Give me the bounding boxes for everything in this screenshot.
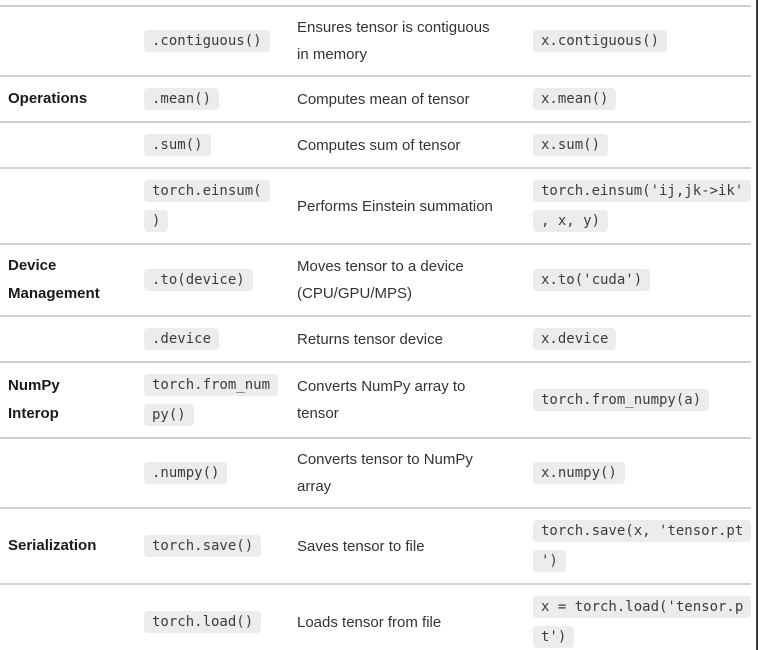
table-row	[0, 316, 751, 362]
description-cell: Loads tensor from file	[285, 584, 523, 650]
table-row	[0, 76, 751, 122]
example-code-chip: x.to('cuda')	[533, 269, 650, 291]
table-body	[0, 6, 751, 650]
table-row	[0, 244, 751, 316]
description-cell: Computes sum of tensor	[285, 122, 523, 168]
method-cell	[138, 244, 285, 316]
method-cell	[138, 508, 285, 584]
example-code-chip: torch.from_numpy(a)	[533, 389, 709, 411]
category-cell: Serialization	[0, 508, 138, 584]
example-cell	[523, 122, 751, 168]
method-cell	[138, 316, 285, 362]
category-cell: NumPy Interop	[0, 362, 138, 438]
description-cell: Converts tensor to NumPy array	[285, 438, 523, 508]
method-code-chip: .to(device)	[144, 269, 253, 291]
method-cell	[138, 168, 285, 244]
method-cell	[138, 438, 285, 508]
method-code-chip: .sum()	[144, 134, 211, 156]
example-cell	[523, 438, 751, 508]
description-cell: Computes mean of tensor	[285, 76, 523, 122]
table-row	[0, 122, 751, 168]
method-cell	[138, 6, 285, 76]
method-cell	[138, 362, 285, 438]
method-code-chip: torch.einsum()	[144, 180, 270, 232]
category-cell: Operations	[0, 76, 138, 122]
example-cell	[523, 244, 751, 316]
example-code-chip: x.numpy()	[533, 462, 625, 484]
example-code-chip: x.device	[533, 328, 616, 350]
example-cell	[523, 508, 751, 584]
description-cell: Moves tensor to a device (CPU/GPU/MPS)	[285, 244, 523, 316]
method-cell	[138, 122, 285, 168]
example-cell	[523, 6, 751, 76]
table-row	[0, 438, 751, 508]
method-code-chip: .contiguous()	[144, 30, 270, 52]
pane-divider[interactable]	[756, 0, 758, 650]
example-code-chip: x = torch.load('tensor.pt')	[533, 596, 751, 648]
example-cell	[523, 316, 751, 362]
example-cell	[523, 168, 751, 244]
table-row	[0, 362, 751, 438]
example-cell	[523, 362, 751, 438]
table-row	[0, 584, 751, 650]
method-cell	[138, 76, 285, 122]
method-code-chip: torch.load()	[144, 611, 261, 633]
description-cell: Saves tensor to file	[285, 508, 523, 584]
example-code-chip: x.sum()	[533, 134, 608, 156]
description-cell: Converts NumPy array to tensor	[285, 362, 523, 438]
table-row	[0, 508, 751, 584]
method-cell	[138, 584, 285, 650]
description-cell: Ensures tensor is contiguous in memory	[285, 6, 523, 76]
table-row	[0, 6, 751, 76]
example-code-chip: torch.einsum('ij,jk->ik', x, y)	[533, 180, 751, 232]
method-code-chip: .mean()	[144, 88, 219, 110]
category-cell: Device Management	[0, 244, 138, 316]
example-code-chip: x.mean()	[533, 88, 616, 110]
example-cell	[523, 76, 751, 122]
method-code-chip: torch.save()	[144, 535, 261, 557]
tensor-methods-table	[0, 5, 751, 650]
method-code-chip: .numpy()	[144, 462, 227, 484]
description-cell: Performs Einstein summation	[285, 168, 523, 244]
method-code-chip: .device	[144, 328, 219, 350]
example-code-chip: x.contiguous()	[533, 30, 667, 52]
example-code-chip: torch.save(x, 'tensor.pt')	[533, 520, 751, 572]
method-code-chip: torch.from_numpy()	[144, 374, 278, 426]
table-row	[0, 168, 751, 244]
description-cell: Returns tensor device	[285, 316, 523, 362]
example-cell	[523, 584, 751, 650]
